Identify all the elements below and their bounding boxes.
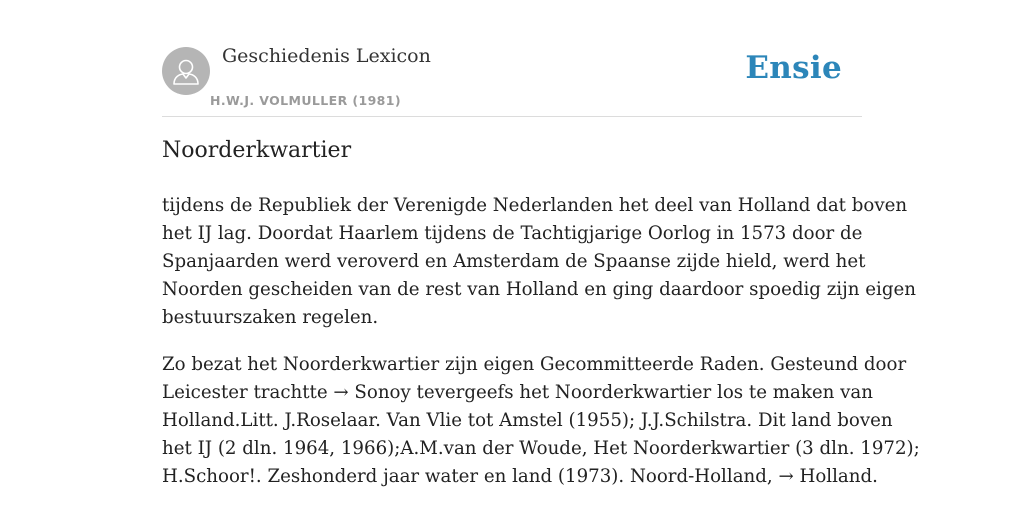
- text-line: bestuurszaken regelen.: [162, 307, 379, 328]
- text-line: Spanjaarden werd veroverd en Amsterdam de Spaanse zijde hield, werd het: [162, 251, 866, 272]
- text-line: Zo bezat het Noorderkwartier zijn eigen Gecommitteerde Raden. Gesteund door: [162, 354, 907, 375]
- text-line: Holland.Litt. J.Roselaar. Van Vlie tot Amstel (1955); J.J.Schilstra. Dit land boven: [162, 410, 893, 431]
- text-line: Noorden gescheiden van de rest van Holland en ging daardoor spoedig zijn eigen: [162, 279, 916, 300]
- lexicon-header: [162, 40, 862, 117]
- author-byline[interactable]: H.W.J. VOLMULLER (1981): [210, 93, 401, 108]
- text-line: Leicester trachtte → Sonoy tevergeefs het Noorderkwartier los te maken van: [162, 382, 873, 403]
- avatar[interactable]: [162, 47, 210, 95]
- text-line: tijdens de Republiek der Verenigde Nederlanden het deel van Holland dat boven: [162, 195, 908, 216]
- entry-title: Noorderkwartier: [162, 138, 352, 163]
- paragraph: [162, 351, 920, 491]
- paragraph: [162, 192, 916, 332]
- text-line: H.Schoor!. Zeshonderd jaar water en land (1973). Noord-Holland, → Holland.: [162, 466, 878, 487]
- lexicon-title[interactable]: Geschiedenis Lexicon: [222, 45, 431, 67]
- ensie-logo[interactable]: Ensie: [745, 50, 842, 86]
- text-line: het IJ lag. Doordat Haarlem tijdens de Tachtigjarige Oorlog in 1573 door de: [162, 223, 863, 244]
- text-line: het IJ (2 dln. 1964, 1966);A.M.van der Woude, Het Noorderkwartier (3 dln. 1972);: [162, 438, 920, 459]
- entry-body: [162, 192, 920, 510]
